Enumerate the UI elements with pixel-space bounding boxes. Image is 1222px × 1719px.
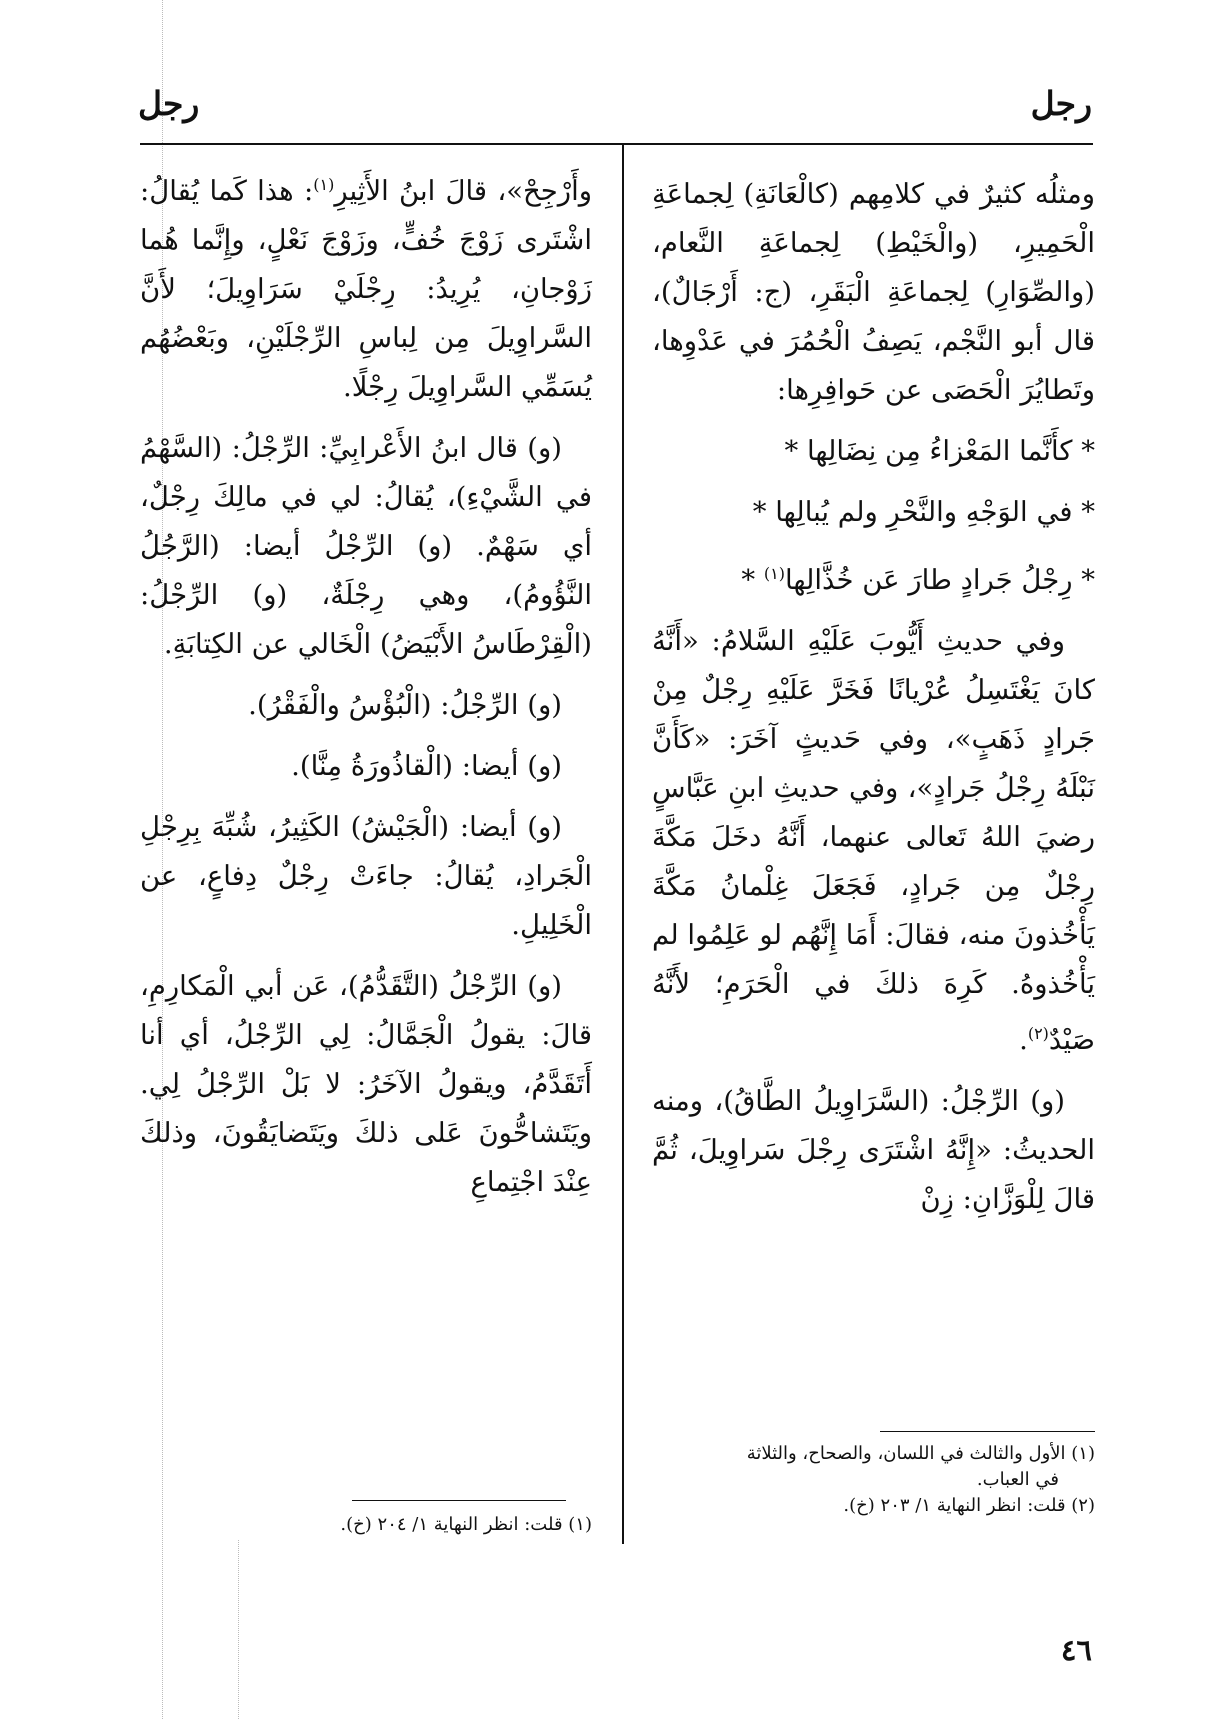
footnote: (١) الأول والثالث في اللسان، والصحاح، والثلاثة — [746, 1443, 1095, 1464]
paragraph-text: وأَرْجِحْ»، قالَ ابنُ الأَثِيرِ — [334, 175, 592, 208]
verse-line — [652, 549, 1095, 605]
footnote-ref: (٢) — [1027, 1024, 1049, 1044]
paragraph: (و) الرِّجْلُ: (السَّرَاوِيلُ الطَّاقُ)، ومنه الحديثُ: «إِنَّهُ اشْتَرَى رِجْلَ سَراوِيلَ، ثُمَّ قالَ لِلْوَزَّانِ: زِنْ — [652, 1085, 1095, 1216]
paragraph: ومثلُه كثيرٌ في كلامِهم (كالْعَانَةِ) لِجماعَةِ الْحَمِيرِ، (والْخَيْطِ) لِجماعَةِ النَّعام، (والصِّوَارِ) لِجماعَةِ الْبَقَرِ، (ج: أَرْجَالٌ)، قال أبو النَّجْم، يَصِفُ الْحُمُرَ في عَدْوِها، وتَطايُرَ الْحَصَى عن حَوافِرِها: — [652, 178, 1095, 406]
footnote: (١) قلت: انظر النهاية ١/ ٢٠٤ (خ). — [340, 1514, 592, 1535]
right-column — [652, 170, 1095, 1236]
footnotes-left — [140, 1512, 592, 1538]
paragraph — [652, 617, 1095, 1065]
paragraph-text: وفي حديثِ أَيُّوبَ عَلَيْهِ السَّلامُ: «أَنَّهُ كانَ يَغْتَسِلُ عُرْيانًا فَخَرَّ عَلَيْهِ رِجْلٌ مِنْ جَرادٍ ذَهَبٍ»، وفي حَديثٍ آخَرَ: «كَأَنَّ نَبْلَهُ رِجْلُ جَرادٍ»، وفي حديثِ ابنِ عَبَّاسٍ رضيَ اللهُ تَعالى عنهما، أَنَّهُ دخَلَ مَكَّةَ رِجْلٌ مِن جَرادٍ، فَجَعَلَ غِلْمانُ مَكَّةَ يَأْخُذونَ منه، فقالَ: أَمَا إِنَّهُم لو عَلِمُوا لم يَأْخُذوهُ. كَرِهَ ذلكَ في الْحَرَمِ؛ لأَنَّهُ صَيْدٌ — [651, 625, 1095, 1057]
paragraph: (و) الرِّجْلُ (التَّقَدُّمُ)، عَن أبي الْمَكارِمِ، قالَ: يقولُ الْجَمَّالُ: لِي الرِّجْلُ، أي أنا أَتَقَدَّمُ، ويقولُ الآخَرُ: لا بَلْ الرِّجْلُ لِي. ويَتَشاحُّونَ عَلى ذلكَ ويَتَضايَقُونَ، وذلكَ عِنْدَ اجْتِماعِ — [140, 970, 592, 1199]
left-column — [140, 160, 592, 1219]
verse-line: * في الوَجْهِ والنَّحْرِ ولم يُبالِها * — [752, 496, 1095, 528]
running-header-left: رجل — [138, 84, 200, 123]
footnote-ref: (١) — [763, 564, 785, 583]
footnote-rule — [352, 1500, 566, 1501]
verse-line: * كأَنَّما المَعْزاءُ مِن نِضَالِها * — [784, 435, 1095, 467]
paragraph-end: . — [1019, 1024, 1028, 1057]
column-divider — [622, 144, 624, 1544]
scan-margin-line — [238, 1540, 239, 1719]
footnote-ref: (١) — [313, 175, 335, 194]
footnote-continuation: في العباب. — [976, 1469, 1059, 1490]
paragraph: (و) قال ابنُ الأَعْرابِيِّ: الرِّجْلُ: (السَّهْمُ في الشَّيْءِ)، يُقالُ: لي في مالِكَ رِجْلٌ، أي سَهْمٌ. (و) الرِّجْلُ أيضا: (الرَّجُلُ النَّؤُومُ)، وهي رِجْلَةٌ، (و) الرِّجْلُ: (الْقِرْطَاسُ الأَبْيَضُ) الْخَالي عن الكِتابَةِ. — [140, 432, 592, 661]
paragraph-text: : هذا كَما يُقالُ: اشْتَرى زَوْجَ خُفٍّ، وزَوْجَ نَعْلٍ، وإِنَّما هُما زَوْجانِ، يُرِيدُ: رِجْلَيْ سَرَاوِيلَ؛ لأَنَّ السَّراوِيلَ مِن لِباسِ الرِّجْلَيْنِ، وبَعْضُهُم يُسَمِّي السَّراوِيلَ رِجْلًا. — [140, 175, 592, 404]
running-header-right: رجل — [1030, 84, 1092, 123]
footnote: (٢) قلت: انظر النهاية ١/ ٢٠٣ (خ). — [843, 1495, 1095, 1516]
verse-end: * — [741, 564, 764, 597]
paragraph: (و) الرِّجْلُ: (الْبُؤْسُ والْفَقْرُ). — [248, 689, 562, 722]
footnotes-right — [652, 1441, 1095, 1519]
page-number: ٤٦ — [1060, 1633, 1092, 1667]
paragraph: (و) أيضا: (الْقاذُورَةُ مِنَّا). — [291, 750, 562, 783]
paragraph: (و) أيضا: (الْجَيْشُ) الكَثِيرُ، شُبِّهَ بِرِجْلِ الْجَرادِ، يُقالُ: جاءَتْ رِجْلٌ دِفاعٍ، عن الْخَلِيلِ. — [140, 811, 592, 942]
footnote-rule — [880, 1431, 1095, 1432]
verse-text: * رِجْلُ جَرادٍ طارَ عَن خُذَّالِها — [784, 564, 1095, 597]
paragraph — [140, 160, 592, 412]
header-rule — [140, 143, 1093, 145]
